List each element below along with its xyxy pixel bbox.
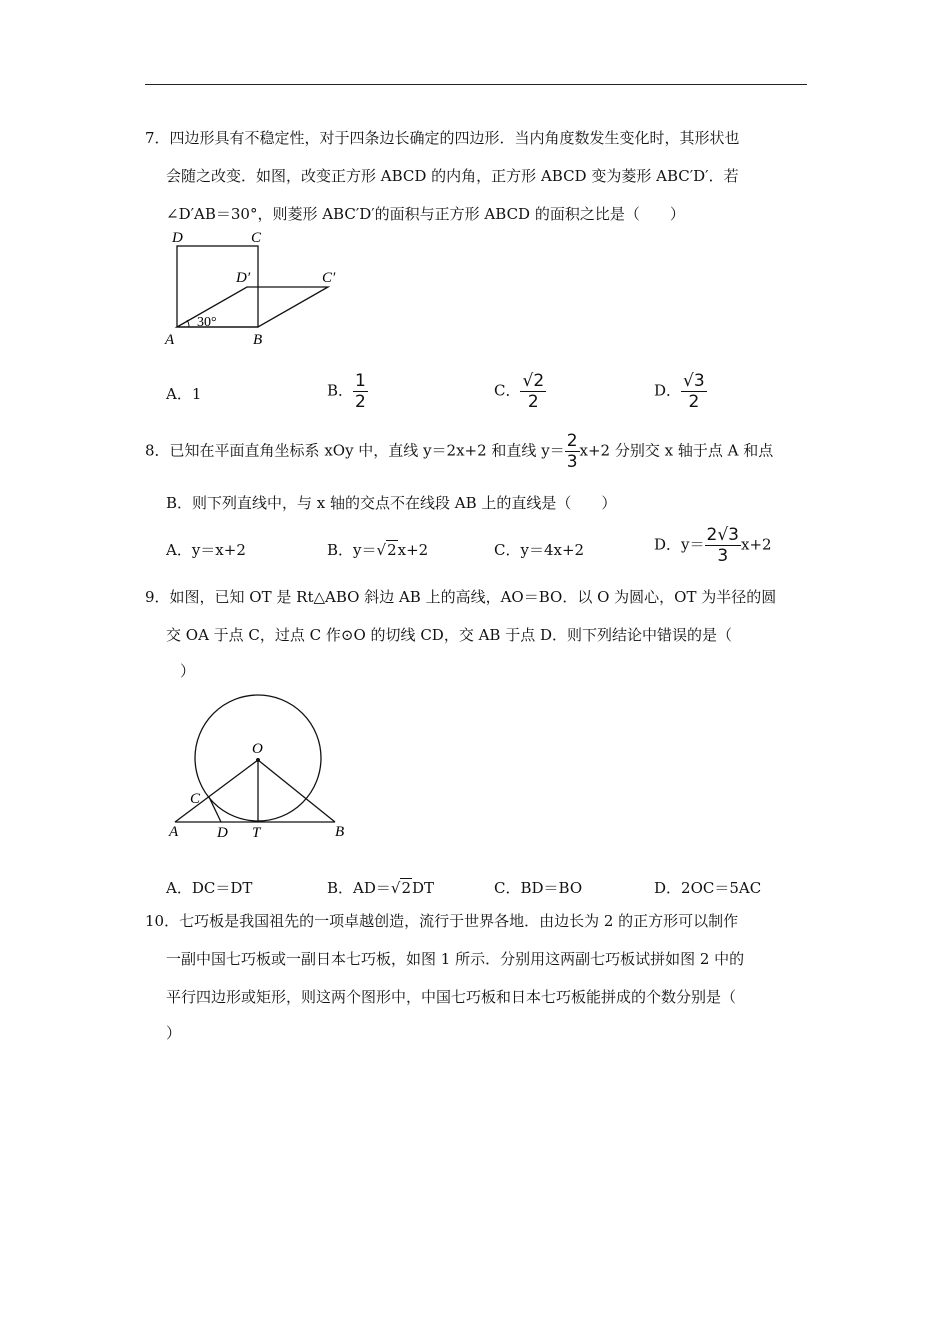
label-B: B xyxy=(253,332,263,348)
q7-option-d: D． $\frac{√3}{2}$ xyxy=(654,371,705,412)
q7-option-a: A．1 xyxy=(166,385,202,403)
q8-line1: 8．已知在平面直角坐标系 xOy 中，直线 y＝2x+2 和直线 y＝ $\frac{2}{3}$ x+2 分别交 x 轴于点 A 和点 xyxy=(145,431,774,472)
q8-option-d: D．y＝ $\frac{2√3}{3}$ x+2 xyxy=(654,525,772,566)
square-abcd xyxy=(177,246,258,327)
q10-line4: ） xyxy=(166,1024,182,1042)
label-B: B xyxy=(335,824,345,840)
q9-line3: ） xyxy=(180,662,196,680)
q10-line1: 10．七巧板是我国祖先的一项卓越创造，流行于世界各地．由边长为 2 的正方形可以制作 xyxy=(145,912,739,930)
label-T: T xyxy=(252,825,261,840)
q9-figure xyxy=(165,690,355,840)
q9-option-c: C．BD＝BO xyxy=(494,879,583,897)
q9-line1: 9．如图，已知 OT 是 Rt△ABO 斜边 AB 上的高线，AO＝BO．以 O 为圆心，OT 为半径的圆 xyxy=(145,588,777,606)
label-D: D xyxy=(217,825,228,840)
header-rule xyxy=(145,84,807,85)
segment-bo xyxy=(258,760,335,822)
q7-line3: ∠D′AB＝30°，则菱形 ABC′D′的面积与正方形 ABCD 的面积之比是（ ） xyxy=(166,205,685,223)
q8-option-a: A．y＝x+2 xyxy=(166,541,246,559)
label-Dp: D′ xyxy=(236,270,251,286)
point-o xyxy=(256,758,260,762)
q9-option-a: A．DC＝DT xyxy=(166,879,253,897)
q7-option-c: C． $\frac{√2}{2}$ xyxy=(494,371,545,412)
q10-line3: 平行四边形或矩形，则这两个图形中，中国七巧板和日本七巧板能拼成的个数分别是（ xyxy=(166,988,737,1006)
q9-line2: 交 OA 于点 C，过点 C 作⊙O 的切线 CD，交 AB 于点 D．则下列结论中错误的是（ xyxy=(166,626,733,644)
q10-line2: 一副中国七巧板或一副日本七巧板，如图 1 所示．分别用这两副七巧板试拼如图 2 中的 xyxy=(166,950,745,968)
label-D: D xyxy=(172,230,183,246)
segment-cd xyxy=(209,797,221,822)
q7-line2: 会随之改变．如图，改变正方形 ABCD 的内角，正方形 ABCD 变为菱形 ABC′D′．若 xyxy=(166,167,739,185)
label-A: A xyxy=(165,332,175,348)
q9-option-d: D．2OC＝5AC xyxy=(654,879,762,897)
q7-line1: 7．四边形具有不稳定性，对于四条边长确定的四边形．当内角度数发生变化时，其形状也 xyxy=(145,129,740,147)
q9-option-b: B．AD＝√2DT xyxy=(327,879,435,897)
q8-option-b: B．y＝√2x+2 xyxy=(327,541,429,559)
label-C: C xyxy=(251,230,262,246)
label-C: C xyxy=(190,791,201,807)
label-Cp: C′ xyxy=(322,270,336,286)
q7-figure xyxy=(160,228,350,353)
q8-line2: B．则下列直线中，与 x 轴的交点不在线段 AB 上的直线是（ ） xyxy=(166,494,617,512)
label-O: O xyxy=(252,741,263,757)
q8-option-c: C．y＝4x+2 xyxy=(494,541,585,559)
q7-option-b: B． $\frac{1}{2}$ xyxy=(327,371,366,412)
label-30: 30° xyxy=(197,315,217,330)
label-A: A xyxy=(169,824,179,840)
